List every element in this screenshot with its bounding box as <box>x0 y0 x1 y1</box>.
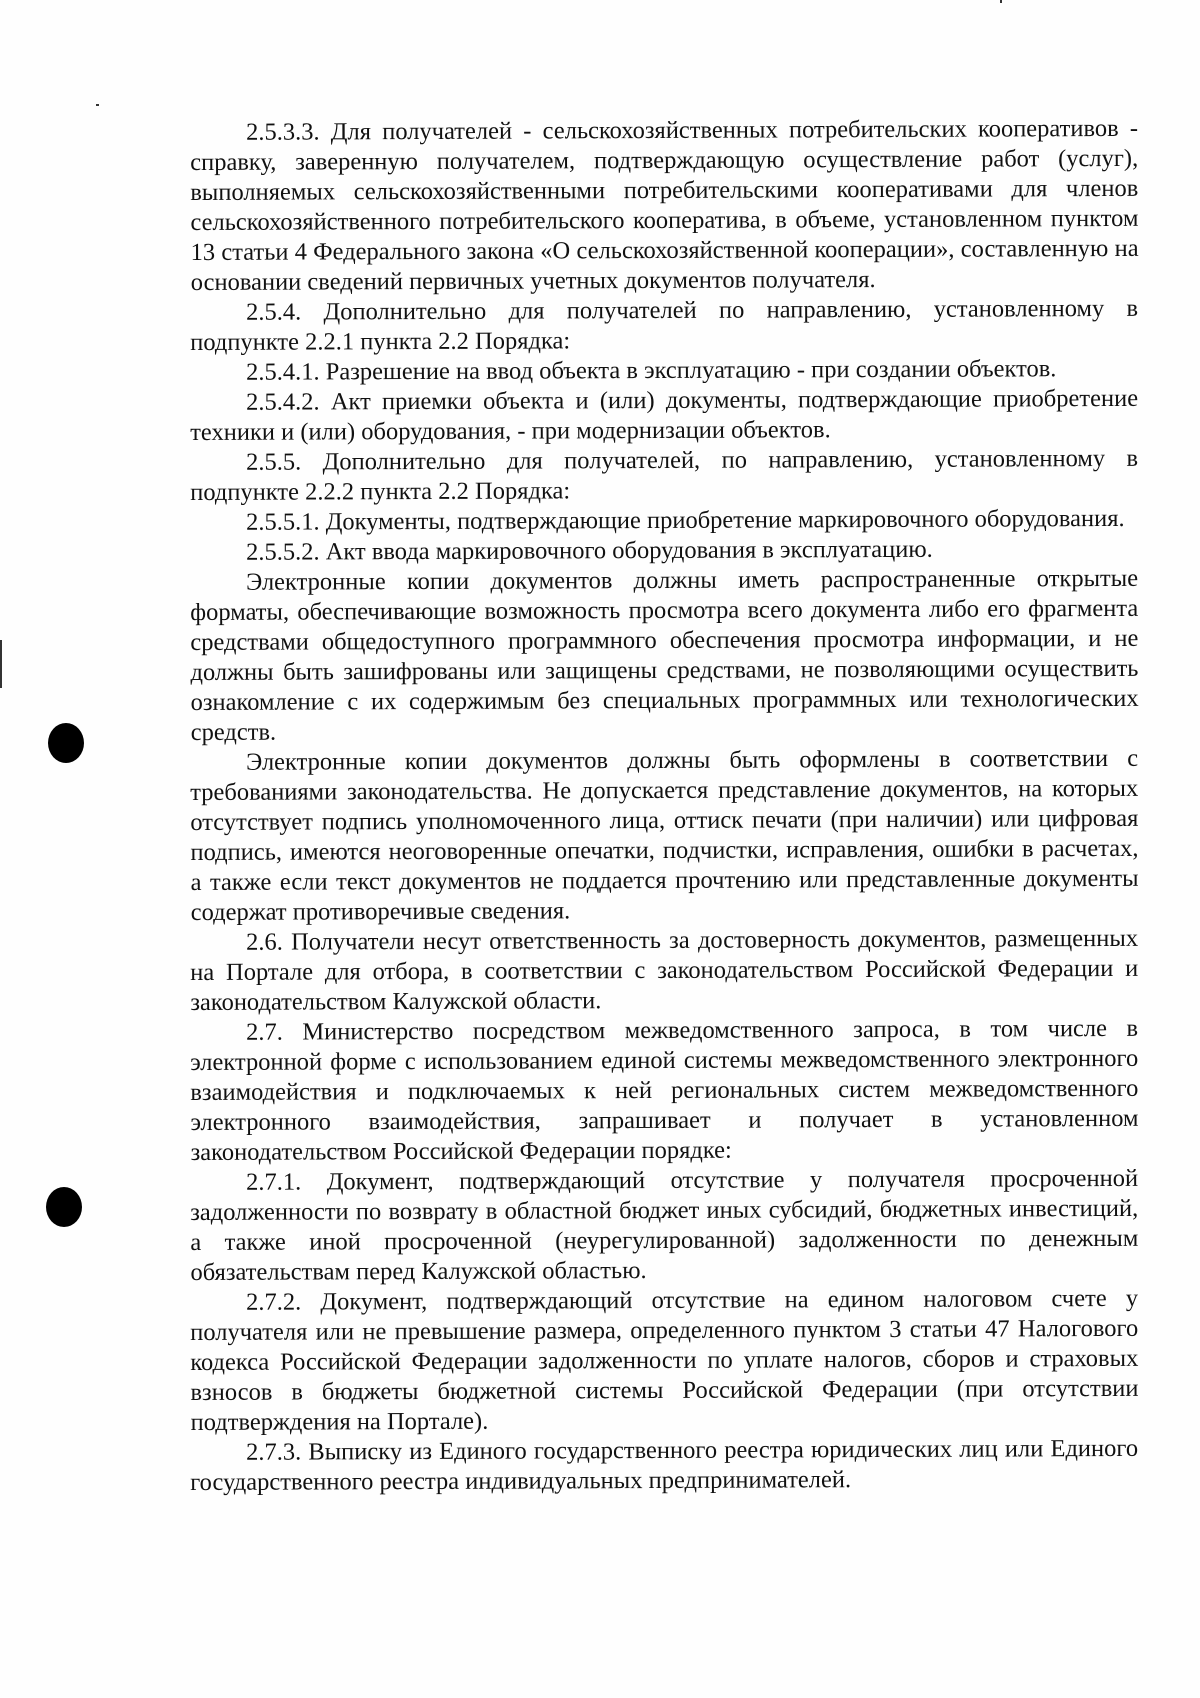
paragraph-electronic-copies-requirements: Электронные копии документов должны быть оформлены в соответствии с требованиями законодательства. Не допускается представление документов, на которых отсутствует подпись уполномоченного лица, оттиск печати (при наличии) или цифровая подпись, имеются неоговоренные опечатки, подчистки, исправления, ошибки в расчетах, а также если текст документов не поддается прочтению или представленные документы содержат противоречивые сведения. <box>190 744 1139 926</box>
paragraph-electronic-copies-formats: Электронные копии документов должны иметь распространенные открытые форматы, обеспечивающие возможность просмотра всего документа либо его фрагмента средствами общедоступного программного обеспечения просмотра информации, и не должны быть зашифрованы или защищены средствами, не позволяющими осуществить ознакомление с их содержимым без специальных программных или технологических средств. <box>190 564 1139 746</box>
paragraph-2-7: 2.7. Министерство посредством межведомственного запроса, в том числе в электронной форме с использованием единой системы межведомственного электронного взаимодействия и подключаемых к ней региональных систем межведомственного электронного взаимодействия, запрашивает и получает в установленном законодательством Российской Федерации порядке: <box>190 1014 1139 1166</box>
paragraph-2-5-3-3: 2.5.3.3. Для получателей - сельскохозяйственных потребительских кооперативов - справку, заверенную получателем, подтверждающую осуществление работ (услуг), выполняемых сельскохозяйственными потребительскими кооперативами для членов сельскохозяйственного потребительского кооператива, в объеме, установленном пунктом 13 статьи 4 Федерального закона «О сельскохозяйственной кооперации», составленную на основании сведений первичных учетных документов получателя. <box>190 114 1139 296</box>
paragraph-2-6: 2.6. Получатели несут ответственность за достоверность документов, размещенных на Портале для отбора, в соответствии с законодательством Российской Федерации и законодательством Калужской области. <box>190 924 1139 1016</box>
document-body <box>190 114 1139 1498</box>
scan-speck <box>96 104 99 106</box>
paragraph-2-5-4-2: 2.5.4.2. Акт приемки объекта и (или) документы, подтверждающие приобретение техники и (или) оборудования, - при модернизации объектов. <box>190 384 1139 446</box>
paragraph-2-5-4-1: 2.5.4.1. Разрешение на ввод объекта в эксплуатацию - при создании объектов. <box>246 355 1057 386</box>
punch-hole-lower <box>46 1187 82 1227</box>
paragraph-2-7-1: 2.7.1. Документ, подтверждающий отсутствие у получателя просроченной задолженности по возврату в областной бюджет иных субсидий, бюджетных инвестиций, а также иной просроченной (неурегулированной) задолженности по денежным обязательствам перед Калужской областью. <box>190 1164 1139 1286</box>
paragraph-2-5-5-2: 2.5.5.2. Акт ввода маркировочного оборудования в эксплуатацию. <box>246 535 933 566</box>
paragraph-2-7-2: 2.7.2. Документ, подтверждающий отсутствие на едином налоговом счете у получателя или не превышение размера, определенного пунктом 3 статьи 47 Налогового кодекса Российской Федерации задолженности по уплате налогов, сборов и страховых взносов в бюджеты бюджетной системы Российской Федерации (при отсутствии подтверждения на Портале). <box>190 1284 1139 1436</box>
scan-edge-mark <box>0 640 2 688</box>
paragraph-2-5-5-1: 2.5.5.1. Документы, подтверждающие приобретение маркировочного оборудования. <box>246 504 1125 536</box>
paragraph-2-7-3: 2.7.3. Выписку из Единого государственного реестра юридических лиц или Единого государственного реестра индивидуальных предпринимателей. <box>190 1434 1139 1496</box>
scan-speck-top <box>1000 0 1002 3</box>
punch-hole-upper <box>48 723 84 763</box>
paragraph-2-5-5: 2.5.5. Дополнительно для получателей, по направлению, установленному в подпункте 2.2.2 пункта 2.2 Порядка: <box>190 444 1139 506</box>
paragraph-2-5-4: 2.5.4. Дополнительно для получателей по направлению, установленному в подпункте 2.2.1 пункта 2.2 Порядка: <box>190 294 1139 356</box>
